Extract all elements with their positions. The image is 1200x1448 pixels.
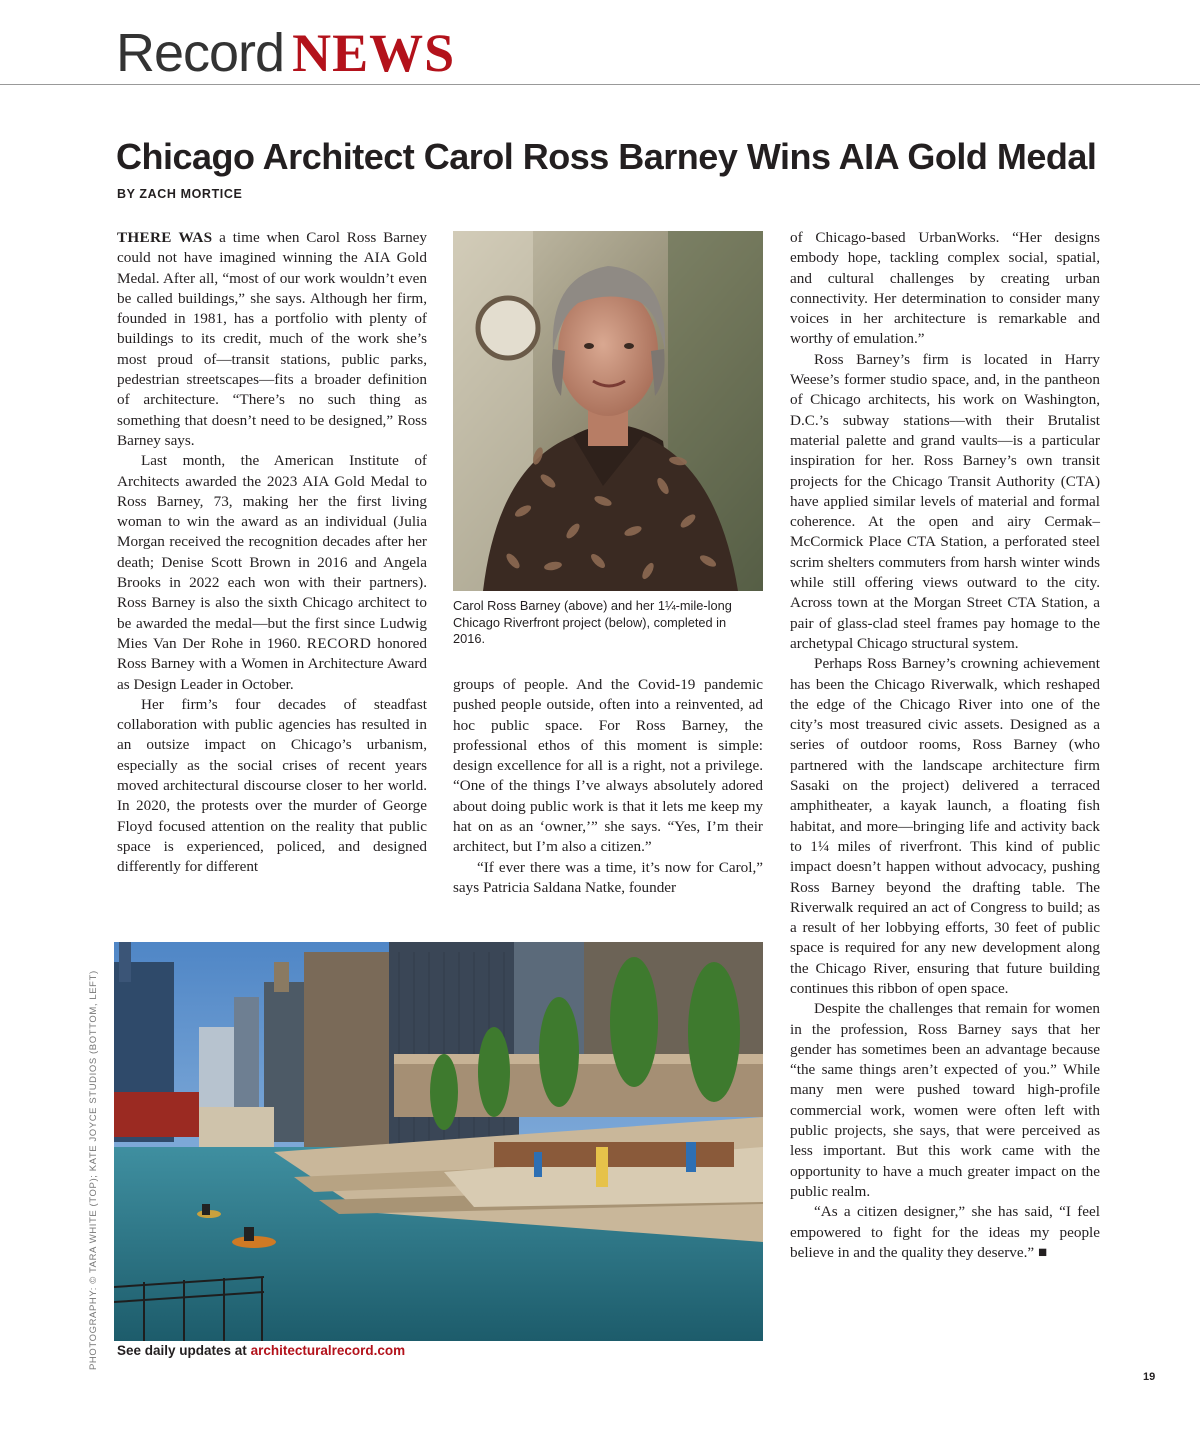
masthead-record: Record: [116, 23, 285, 83]
footer-website-link[interactable]: architecturalrecord.com: [250, 1343, 406, 1358]
paragraph-text: Ross Barney’s firm is located in Harry Weese’s former studio space, and, in the pantheon of Chicago architects, his work on Washington, D.C.’s subway stations—with their Brutalist material palette and grand vaults—is a particular inspiration for her. Ross Barney’s own transit projects for the Chicago Transit Authority (CTA) have applied similar levels of material and formal coherence. At the open and airy Cermak–McCormick Place CTA Station, a perforated steel scrim shelters commuters from harsh winter winds while still offering views outward to the city. Across town at the Morgan Street CTA Station, a pair of glass-clad steel frames pay homage to the archetypal Chicago structural system.: [790, 350, 1100, 652]
paragraph: [117, 228, 427, 451]
paragraph: [117, 451, 427, 695]
article-headline: Chicago Architect Carol Ross Barney Wins AIA Gold Medal: [116, 136, 1097, 177]
paragraph-text: Last month, the American Institute of Architects awarded the 2023 AIA Gold Medal to Ross Barney, 73, making her the first living woman to win the award as an individual (Julia Morgan received the recognition decades after her death; Denise Scott Brown in 2016 and Angela Brooks in 2022 each won with their partners). Ross Barney is also the sixth Chicago architect to be awarded the medal—but the first since Ludwig Mies Van Der Rohe in 1960.: [117, 452, 427, 652]
paragraph: [790, 350, 1100, 654]
paragraph-text: Her firm’s four decades of steadfast collaboration with public agencies has resulted in an outsize impact on Chicago’s urbanism, especially as the social crises of recent years moved architectural discourse closer to her world. In 2020, the protests over the murder of George Floyd focused attention on the reality that public space is experienced, policed, and designed differently for different: [117, 695, 427, 876]
footer: [117, 1343, 405, 1358]
end-mark: ■: [1034, 1243, 1048, 1261]
paragraph: [790, 1202, 1100, 1263]
portrait-illustration: [453, 231, 763, 591]
paragraph: [117, 695, 427, 878]
portrait-photo: [453, 231, 763, 591]
photo-caption: Carol Ross Barney (above) and her 1¼-mile-long Chicago Riverfront project (below), completed in 2016.: [453, 598, 732, 646]
masthead-news: NEWS: [292, 23, 456, 83]
paragraph-text: Despite the challenges that remain for women in the profession, Ross Barney says that her gender has sometimes been an advantage because “the same things aren’t expected of you.” While many men were pushed toward high-profile commercial work, women were often left with public projects, she says, that were perceived as less important. But this work came with the opportunity to have a much greater impact on the public realm.: [790, 1000, 1100, 1200]
paragraph-text: “If ever there was a time, it’s now for Carol,” says Patricia Saldana Natke, founder: [453, 858, 763, 896]
article-column-3: [790, 228, 1100, 1263]
paragraph-text: honored Ross Barney with a Women in Architecture Award as Design Leader in October.: [117, 634, 427, 693]
photo-credit: PHOTOGRAPHY: © TARA WHITE (TOP); KATE JOYCE STUDIOS (BOTTOM, LEFT): [88, 970, 99, 1370]
record-small-caps: RECORD: [306, 634, 372, 652]
page-number: 19: [1143, 1371, 1156, 1383]
paragraph: [790, 228, 1100, 350]
paragraph-text: groups of people. And the Covid-19 pandemic pushed people outside, often into a reinvented, ad hoc public space. For Ross Barney, the professional ethos of this moment is simple: design excellence for all is a right, not a privilege. “One of the things I’ve always absolutely adored about doing public work is that it lets me keep my hat on as an ‘owner,’” she says. “Yes, I’m their architect, but I’m also a citizen.”: [453, 676, 763, 856]
riverwalk-photo: [114, 942, 763, 1341]
article-byline: BY ZACH MORTICE: [117, 187, 243, 201]
paragraph: [453, 675, 763, 858]
paragraph: [790, 999, 1100, 1202]
article-column-2: [453, 675, 763, 898]
footer-prefix: See daily updates at: [117, 1343, 251, 1358]
masthead: [116, 22, 455, 86]
paragraph-text: Perhaps Ross Barney’s crowning achievement has been the Chicago Riverwalk, which reshaped the edge of the Chicago River into one of the city’s most treasured civic assets. Designed as a series of outdoor rooms, Ross Barney (who partnered with the landscape architecture firm Sasaki on the project) delivered a terraced amphitheater, a kayak launch, a floating fish habitat, and more—bringing life and activity back to 1¼ miles of riverfront. This kind of public impact doesn’t happen without advocacy, pushing Ross Barney beyond the drafting table. The Riverwalk required an act of Congress to build; as a result of her lobbying efforts, 30 feet of public space is required for any new development along the Chicago River, ensuring that future building continues this ribbon of open space.: [790, 655, 1100, 997]
paragraph-text: a time when Carol Ross Barney could not have imagined winning the AIA Gold Medal. After all, “most of our work wouldn’t even be called buildings,” she says. Although her firm, founded in 1981, has a portfolio with plenty of buildings to its credit, much of the work she’s most proud of—transit stations, public parks, pedestrian streetscapes—fits a broader definition of architecture. “There’s no such thing as something that doesn’t need to be designed,” Ross Barney says.: [117, 229, 428, 449]
lead-in: THERE WAS: [117, 229, 213, 246]
riverwalk-illustration: [114, 942, 763, 1341]
masthead-rule: [0, 84, 1200, 85]
paragraph: [453, 858, 763, 899]
article-column-1: [117, 228, 427, 878]
paragraph-text: of Chicago-based UrbanWorks. “Her designs embody hope, tackling complex social, spatial, and cultural challenges by creating urban connectivity. Her determination to consider many voices in her architecture is remarkable and worthy of emulation.”: [790, 229, 1100, 348]
paragraph-text: “As a citizen designer,” she has said, “I feel empowered to fight for the ideas my people believe in and the quality they deserve.”: [790, 1203, 1100, 1261]
paragraph: [790, 654, 1100, 999]
